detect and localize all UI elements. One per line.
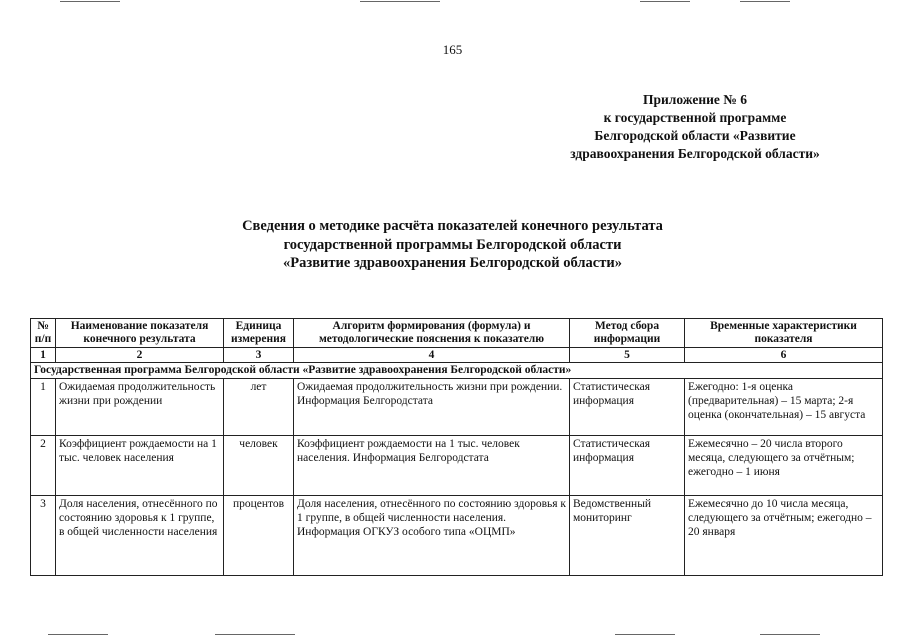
scan-edge-mark (215, 634, 295, 635)
section-row (31, 363, 883, 379)
title-line: государственной программы Белгородской области (283, 236, 622, 253)
table-row (31, 379, 883, 436)
row-number: 2 (31, 436, 56, 496)
document-title (0, 217, 905, 273)
appendix-line: Белгородской области «Развитие (594, 128, 796, 143)
scan-edge-mark (360, 1, 440, 2)
indicators-table (30, 318, 883, 576)
indicator-method: Ведомственный мониторинг (570, 496, 685, 576)
appendix-line: Приложение № 6 (643, 92, 747, 107)
indicator-algorithm: Ожидаемая продолжительность жизни при рождении. Информация Белгородстата (294, 379, 570, 436)
column-number: 5 (570, 348, 685, 363)
header-cell-timing: Временные характеристики показателя (685, 319, 883, 348)
indicator-method: Статистическая информация (570, 379, 685, 436)
indicator-unit: человек (224, 436, 294, 496)
indicator-method: Статистическая информация (570, 436, 685, 496)
row-number: 1 (31, 379, 56, 436)
indicator-name: Коэффициент рождаемости на 1 тыс. человек населения (56, 436, 224, 496)
indicator-timing: Ежегодно: 1-я оценка (предварительная) – 15 марта; 2-я оценка (окончательная) – 15 августа (685, 379, 883, 436)
title-line: «Развитие здравоохранения Белгородской области» (283, 255, 622, 271)
indicator-name: Доля населения, отнесённого по состоянию здоровья к 1 группе, в общей численности населения (56, 496, 224, 576)
indicator-algorithm: Доля населения, отнесённого по состоянию здоровья к 1 группе, в общей численности населения. Информация ОГКУЗ особого типа «ОЦМП» (294, 496, 570, 576)
column-number: 2 (56, 348, 224, 363)
appendix-header (535, 91, 855, 163)
header-cell-name: Наименование показателя конечного результата (56, 319, 224, 348)
appendix-line: здравоохранения Белгородской области» (570, 146, 820, 161)
column-number: 4 (294, 348, 570, 363)
header-cell-unit: Единица измерения (224, 319, 294, 348)
indicator-unit: лет (224, 379, 294, 436)
title-line: Сведения о методике расчёта показателей конечного результата (242, 218, 663, 234)
column-number: 1 (31, 348, 56, 363)
indicator-algorithm: Коэффициент рождаемости на 1 тыс. человек населения. Информация Белгородстата (294, 436, 570, 496)
column-number: 6 (685, 348, 883, 363)
section-title: Государственная программа Белгородской области «Развитие здравоохранения Белгородской области» (31, 363, 883, 379)
scan-edge-mark (760, 634, 820, 635)
table-header-row (31, 319, 883, 348)
header-cell-algorithm: Алгоритм формирования (формула) и методологические пояснения к показателю (294, 319, 570, 348)
indicator-name: Ожидаемая продолжительность жизни при рождении (56, 379, 224, 436)
header-cell-method: Метод сбора информации (570, 319, 685, 348)
scan-edge-mark (48, 634, 108, 635)
indicator-timing: Ежемесячно до 10 числа месяца, следующего за отчётным; ежегодно – 20 января (685, 496, 883, 576)
row-number: 3 (31, 496, 56, 576)
column-number-row (31, 348, 883, 363)
scan-edge-mark (740, 1, 790, 2)
table-row (31, 436, 883, 496)
scan-edge-mark (60, 1, 120, 2)
column-number: 3 (224, 348, 294, 363)
scan-edge-mark (640, 1, 690, 2)
table-row (31, 496, 883, 576)
appendix-line: к государственной программе (603, 110, 787, 125)
header-cell-number: № п/п (31, 319, 56, 348)
indicator-timing: Ежемесячно – 20 числа второго месяца, следующего за отчётным; ежегодно – 1 июня (685, 436, 883, 496)
page-number: 165 (442, 42, 463, 57)
indicator-unit: процентов (224, 496, 294, 576)
scan-edge-mark (615, 634, 675, 635)
